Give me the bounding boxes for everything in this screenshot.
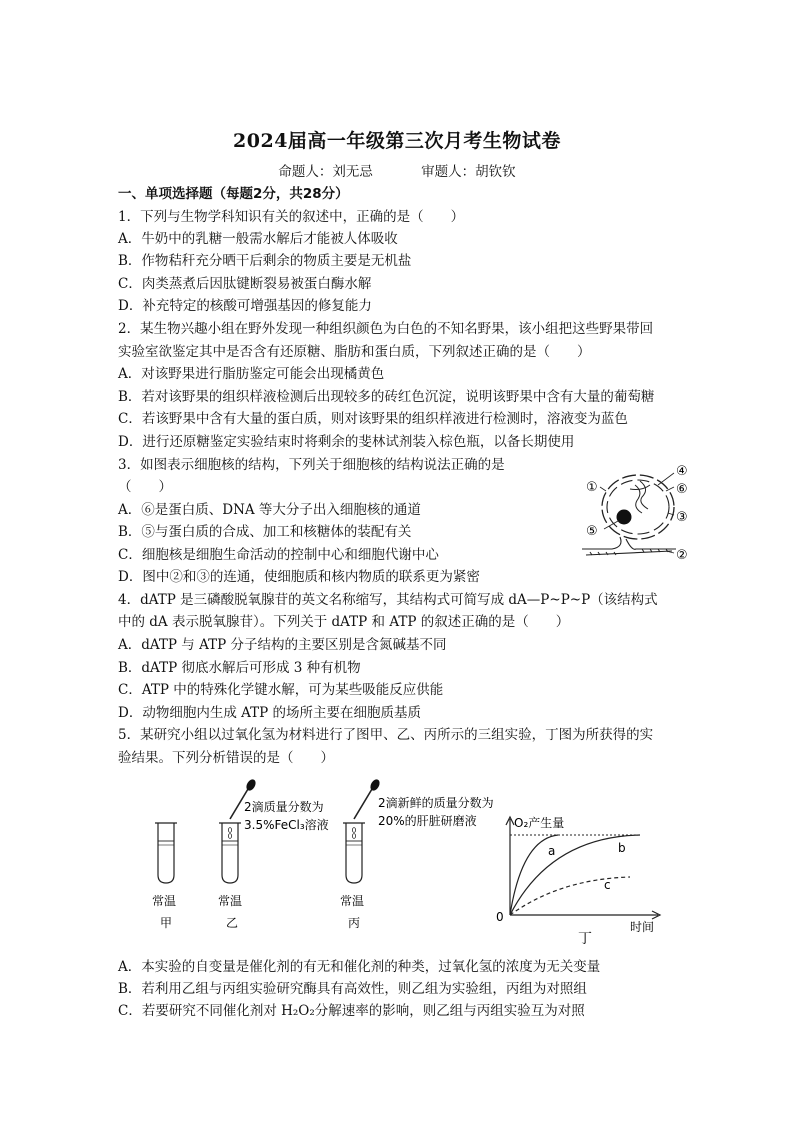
label-2: ② (676, 548, 688, 563)
q3-stem: 3．如图表示细胞核的结构，下列关于细胞核的结构说法正确的是 (118, 457, 505, 473)
feCl3-label-line1: 2滴质量分数为 (244, 800, 324, 814)
q4-option-d: D．动物细胞内生成 ATP 的场所主要在细胞质基质 (118, 705, 422, 721)
nucleus-structure-diagram (580, 455, 700, 567)
q3-answer-paren: （ ） (118, 479, 172, 495)
label-5: ⑤ (586, 524, 598, 539)
q3-option-a: A．⑥是蛋白质、DNA 等大分子出入细胞核的通道 (118, 502, 421, 518)
tube-yi-label: 乙 (226, 916, 239, 930)
q5-option-a: A．本实验的自变量是催化剂的有无和催化剂的种类，过氧化氢的浓度为无关变量 (118, 959, 601, 975)
q2-option-d: D．进行还原糖鉴定实验结束时将剩余的斐林试剂装入棕色瓶，以备长期使用 (118, 434, 575, 450)
q2-stem-line1: 2．某生物兴趣小组在野外发现一种组织颜色为白色的不知名野果，该小组把这些野果带回 (118, 321, 654, 337)
test-tube-jia (155, 823, 177, 883)
curve-b-label: b (618, 841, 626, 855)
q2-option-c: C．若该野果中含有大量的蛋白质，则对该野果的组织样液进行检测时，溶液变为蓝色 (118, 411, 628, 427)
author-line (0, 160, 794, 180)
tube-yi-temp: 常温 (218, 894, 243, 908)
x-axis-label: 时间 (630, 920, 655, 934)
y-axis-label: O₂产生量 (514, 816, 565, 830)
feCl3-label-line2: 3.5%FeCl₃溶液 (244, 818, 329, 832)
o2-production-graph (496, 815, 660, 947)
label-6: ⑥ (676, 482, 688, 497)
q1-option-b: B．作物秸秆充分晒干后剩余的物质主要是无机盐 (118, 253, 412, 269)
label-3: ③ (676, 510, 688, 525)
tube-jia-label: 甲 (160, 916, 173, 930)
q4-option-c: C．ATP 中的特殊化学键水解，可为某些吸能反应供能 (118, 682, 444, 698)
q4-option-b: B．dATP 彻底水解后可形成 3 种有机物 (118, 660, 361, 676)
tube-bing-temp: 常温 (340, 894, 365, 908)
curve-c (510, 877, 630, 915)
label-1: ① (586, 480, 598, 495)
q3-option-d: D．图中②和③的连通，使细胞质和核内物质的联系更为紧密 (118, 569, 480, 585)
q5-option-c: C．若要研究不同催化剂对 H₂O₂分解速率的影响，则乙组与丙组实验互为对照 (118, 1003, 585, 1019)
tube-jia-temp: 常温 (152, 894, 177, 908)
curve-a-label: a (548, 844, 556, 858)
section-heading: 一、单项选择题（每题2分，共28分） (118, 186, 349, 202)
label-4: ④ (676, 464, 688, 479)
tube-bing-label: 丙 (348, 916, 361, 930)
q4-option-a: A．dATP 与 ATP 分子结构的主要区别是含氮碱基不同 (118, 637, 447, 653)
q2-option-b: B．若对该野果的组织样液检测后出现较多的砖红色沉淀，说明该野果中含有大量的葡萄糖 (118, 389, 655, 405)
q1-option-a: A．牛奶中的乳糖一般需水解后才能被人体吸收 (118, 231, 398, 247)
q4-stem-line1: 4．dATP 是三磷酸脱氧腺苷的英文名称缩写，其结构式可简写成 dA—P~P~P（该结构式 (118, 592, 658, 608)
setter-name: 命题人：刘无忌 (278, 164, 373, 180)
q5-option-b: B．若利用乙组与丙组实验研究酶具有高效性，则乙组为实验组，丙组为对照组 (118, 981, 587, 997)
q3-option-c: C．细胞核是细胞生命活动的控制中心和细胞代谢中心 (118, 547, 439, 563)
q3-option-b: B．⑤与蛋白质的合成、加工和核糖体的装配有关 (118, 524, 412, 540)
reviewer-name: 审题人：胡钦钦 (421, 164, 516, 180)
origin-label: 0 (496, 910, 504, 924)
q4-stem-line2: 中的 dA 表示脱氧腺苷）。下列关于 dATP 和 ATP 的叙述正确的是（ ） (118, 614, 570, 630)
curve-c-label: c (604, 878, 611, 892)
q5-stem-line2: 验结果。下列分析错误的是（ ） (118, 750, 334, 766)
q2-option-a: A．对该野果进行脂肪鉴定可能会出现橘黄色 (118, 366, 385, 382)
q2-stem-line2: 实验室欲鉴定其中是否含有还原糖、脂肪和蛋白质，下列叙述正确的是（ ） (118, 344, 591, 360)
liver-label-line2: 20%的肝脏研磨液 (378, 814, 477, 828)
test-tube-bing (343, 778, 381, 883)
q1-option-c: C．肉类蒸煮后因肽键断裂易被蛋白酶水解 (118, 276, 372, 292)
hydrogen-peroxide-experiment-figure (140, 775, 670, 950)
q1-option-d: D．补充特定的核酸可增强基因的修复能力 (118, 298, 372, 314)
liver-label-line1: 2滴新鲜的质量分数为 (378, 796, 494, 810)
graph-ding-label: 丁 (578, 931, 592, 947)
page-title: 2024届高一年级第三次月考生物试卷 (233, 130, 561, 152)
q5-stem-line1: 5．某研究小组以过氧化氢为材料进行了图甲、乙、丙所示的三组实验，丁图为所获得的实 (118, 727, 654, 743)
q1-stem: 1．下列与生物学科知识有关的叙述中，正确的是（ ） (118, 209, 465, 225)
